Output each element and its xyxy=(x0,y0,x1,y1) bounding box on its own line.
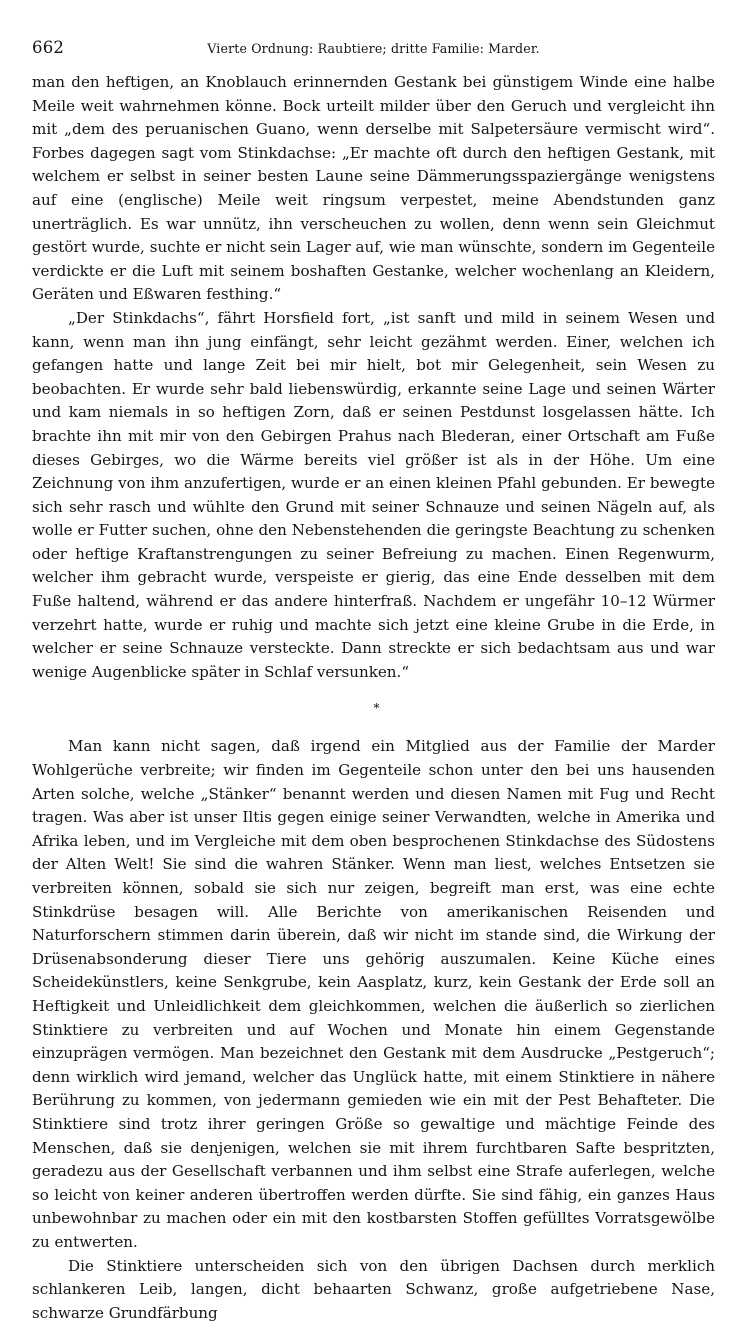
paragraph-stinktiere-description: Die Stinktiere unterscheiden sich von den übrigen Dachsen durch merklich schlankeren Leib, langen, dicht behaarten Schwanz, große aufgetriebene Nase, schwarze Grundfärbung xyxy=(32,1255,715,1325)
paragraph-stinktiere-intro: Man kann nicht sagen, daß irgend ein Mitglied aus der Familie der Marder Wohlgerüche verbreite; wir finden im Gegenteile schon unter den bei uns hausenden Arten solche, welche „Stänker“ benannt werden und diesen Namen mit Fug und Recht tragen. Was aber ist unser Iltis gegen einige seiner Verwandten, welche in Amerika und Afrika leben, und im Vergleiche mit dem oben besprochenen Stinkdachse des Südostens der Alten Welt! Sie sind die wahren Stänker. Wenn man liest, welches Entsetzen sie verbreiten können, sobald sie sich nur zeigen, begreift man erst, was eine echte Stinkdrüse besagen will. Alle Berichte von amerikanischen Reisenden und Naturforschern stimmen darin überein, daß wir nicht im stande sind, die Wirkung der Drüsenabsonderung dieser Tiere uns gehörig auszumalen. Keine Küche eines Scheidekünstlers, keine Senkgrube, kein Aasplatz, kurz, kein Gestank der Erde soll an Heftigkeit und Unleidlichkeit dem gleichkommen, welchen die äußerlich so zierlichen Stinktiere zu verbreiten und auf Wochen und Monate hin einem Gegenstande einzuprägen vermögen. Man bezeichnet den Gestank mit dem Ausdrucke „Pestgeruch“; denn wirklich wird jemand, welcher das Unglück hatte, mit einem Stinktiere in nähere Berührung zu kommen, von jedermann gemieden wie ein mit der Pest Behafteter. Die Stinktiere sind trotz ihrer geringen Größe so gewaltige und mächtige Feinde des Menschen, daß sie denjenigen, welchen sie mit ihrem furchtbaren Safte bespritzten, geradezu aus der Gesellschaft verbannen und ihm selbst eine Strafe auferlegen, welche so leicht von keiner anderen übertroffen werden dürfte. Sie sind fähig, ein ganzes Haus unbewohnbar zu machen oder ein mit den kostbarsten Stoffen gefülltes Vorratsgewölbe zu entwerten. xyxy=(32,735,715,1254)
section-divider-asterisk: * xyxy=(32,701,715,715)
page-number: 662 xyxy=(32,38,64,57)
running-head: Vierte Ordnung: Raubtiere; dritte Familie: Marder. xyxy=(64,41,711,56)
section-gap xyxy=(32,715,715,735)
paragraph-horsfield-quote: „Der Stinkdachs“, fährt Horsfield fort, „ist sanft und mild in seinem Wesen und kann, wenn man ihn jung einfängt, sehr leicht gezähmt werden. Einer, welchen ich gefangen hatte und lange Zeit bei mir hielt, bot mir Gelegenheit, sein Wesen zu beobachten. Er wurde sehr bald liebenswürdig, erkannte seine Lage und seinen Wärter und kam niemals in so heftigen Zorn, daß er seinen Pestdunst losgelassen hätte. Ich brachte ihn mit mir von den Gebirgen Prahus nach Blederan, einer Ortschaft am Fuße dieses Gebirges, wo die Wärme bereits viel größer ist als in der Höhe. Um eine Zeichnung von ihm anzufertigen, wurde er an einen kleinen Pfahl gebunden. Er bewegte sich sehr rasch und wühlte den Grund mit seiner Schnauze und seinen Nägeln auf, als wolle er Futter suchen, ohne den Nebenstehenden die geringste Beachtung zu schenken oder heftige Kraftanstrengungen zu seiner Befreiung zu machen. Einen Regenwurm, welcher ihm gebracht wurde, verspeiste er gierig, das eine Ende desselben mit dem Fuße haltend, während er das andere hinterfraß. Nachdem er ungefähr 10–12 Würmer verzehrt hatte, wurde er ruhig und machte sich jetzt eine kleine Grube in die Erde, in welcher er seine Schnauze versteckte. Dann streckte er sich bedachtsam aus und war wenige Augenblicke später in Schlaf versunken.“ xyxy=(32,307,715,685)
paragraph-forbes-quote: man den heftigen, an Knoblauch erinnernden Gestank bei günstigem Winde eine halbe Meile weit wahrnehmen könne. Bock urteilt milder über den Geruch und vergleicht ihn mit „dem des peruanischen Guano, wenn derselbe mit Salpetersäure vermischt wird“. Forbes dagegen sagt vom Stinkdachse: „Er machte oft durch den heftigen Gestank, mit welchem er selbst in seiner besten Laune seine Dämmerungsspaziergänge wenigstens auf eine (englische) Meile weit ringsum verpestet, meine Abendstunden ganz unerträglich. Es war unnütz, ihn verscheuchen zu wollen, denn wenn sein Gleichmut gestört wurde, suchte er nicht sein Lager auf, wie man wünschte, sondern im Gegenteile verdickte er die Luft mit seinem boshaften Gestanke, welcher wochenlang an Kleidern, Geräten und Eßwaren festhing.“ xyxy=(32,71,715,307)
page-body xyxy=(32,71,715,1325)
page-header xyxy=(32,38,711,62)
